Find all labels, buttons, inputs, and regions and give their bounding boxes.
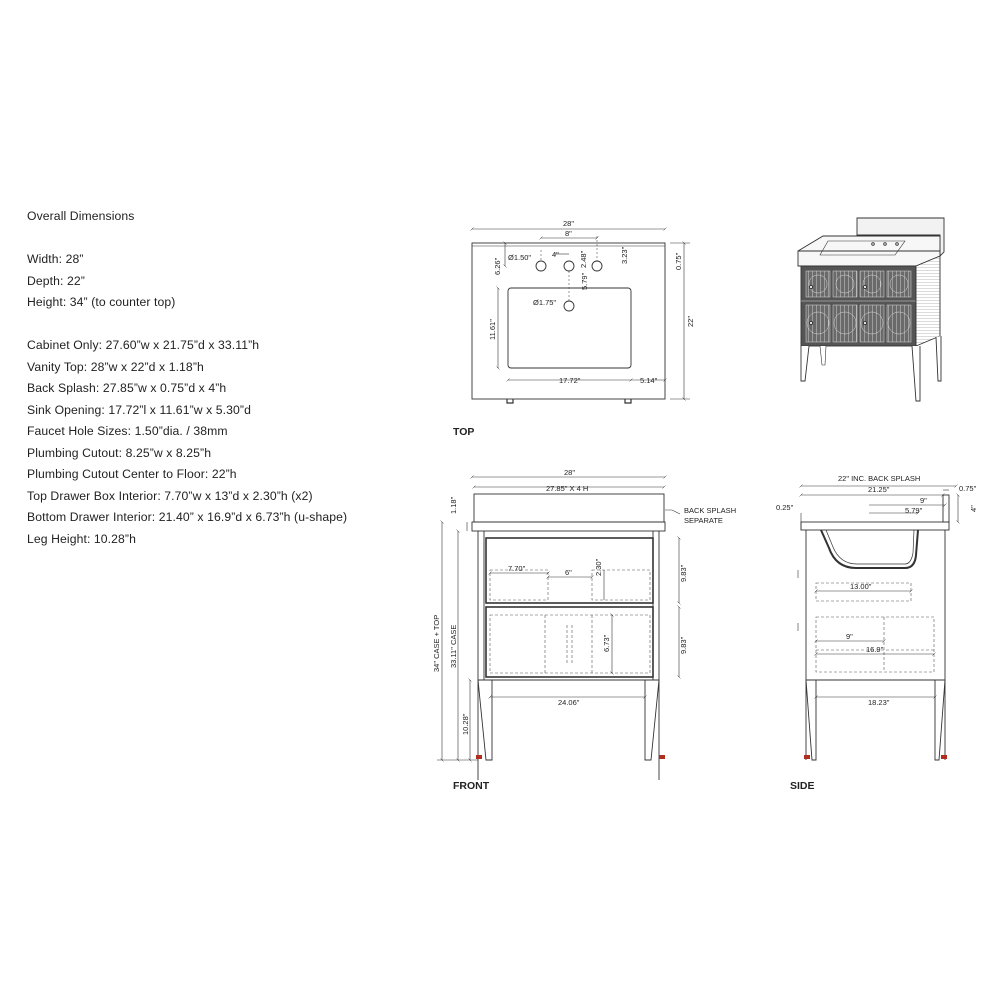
spec-top-drawer: Top Drawer Box Interior: 7.70”w x 13”d x 2.30”h (x2) bbox=[27, 488, 313, 503]
side-dim-sink-offset: 5.79" bbox=[905, 506, 923, 515]
top-dim-sink-right: 5.14" bbox=[640, 376, 658, 385]
side-dim-lower-depth: 16.9" bbox=[866, 645, 884, 654]
spec-plumbing-cutout: Plumbing Cutout: 8.25”w x 8.25”h bbox=[27, 445, 212, 460]
front-dim-interior-h: 6.73" bbox=[602, 634, 611, 652]
side-countertop bbox=[801, 522, 949, 530]
faucet-hole-right-icon bbox=[592, 261, 602, 271]
side-dim-depth: 21.25" bbox=[868, 485, 890, 494]
spec-title: Overall Dimensions bbox=[27, 209, 135, 223]
spec-plumbing-center: Plumbing Cutout Center to Floor: 22”h bbox=[27, 467, 237, 481]
side-dim-base-depth: 18.23" bbox=[868, 698, 890, 707]
spec-depth: Depth: 22” bbox=[27, 273, 85, 288]
side-view bbox=[798, 486, 958, 760]
perspective-countertop bbox=[798, 236, 940, 266]
top-dim-splash-depth: 0.75" bbox=[674, 252, 683, 270]
front-countertop bbox=[472, 522, 665, 531]
side-backsplash bbox=[943, 495, 949, 522]
spec-bottom-drawer: Bottom Drawer Interior: 21.40” x 16.9”d x 6.73”h (u-shape) bbox=[27, 510, 348, 524]
front-view-label: FRONT bbox=[453, 780, 490, 792]
front-dim-top-thickness: 1.18" bbox=[449, 496, 458, 514]
top-dim-center-gap: 4" bbox=[552, 250, 559, 259]
top-dim-sink-drop: 5.79" bbox=[580, 272, 589, 290]
spec-faucet-holes: Faucet Hole Sizes: 1.50”dia. / 38mm bbox=[27, 424, 228, 438]
spec-vanity-top: Vanity Top: 28”w x 22”d x 1.18”h bbox=[27, 359, 204, 374]
top-view-label: TOP bbox=[453, 426, 475, 438]
spec-leg-height: Leg Height: 10.28”h bbox=[27, 531, 136, 546]
side-sink-basin bbox=[821, 530, 918, 568]
front-bottom-drawer bbox=[486, 607, 653, 677]
side-dim-overhang: 0.25" bbox=[776, 503, 794, 512]
top-dim-spread: 8" bbox=[565, 229, 572, 238]
perspective-side-panel bbox=[916, 256, 940, 346]
perspective-view bbox=[798, 218, 944, 401]
front-dim-splash: 27.85" X 4 H bbox=[546, 484, 589, 493]
front-dim-drawer-w: 7.70" bbox=[508, 564, 526, 573]
side-dim-drain-setback: 9" bbox=[920, 496, 927, 505]
front-note-backsplash: BACK SPLASH bbox=[684, 506, 737, 515]
top-dim-sink-width: 11.61" bbox=[488, 319, 497, 340]
top-dim-left-offset: 6.26" bbox=[493, 257, 502, 275]
front-dim-gap: 6" bbox=[565, 568, 572, 577]
faucet-hole-center-icon bbox=[564, 261, 574, 271]
front-dim-leg-height: 10.28" bbox=[461, 713, 470, 735]
drain-hole-icon bbox=[564, 301, 574, 311]
spec-sink-opening: Sink Opening: 17.72”l x 11.61”w x 5.30”d bbox=[27, 402, 251, 417]
side-dim-splash-h: 4" bbox=[969, 505, 978, 512]
side-dim-total: 22" INC. BACK SPLASH bbox=[838, 474, 921, 483]
front-dim-inner-width: 24.06" bbox=[558, 698, 580, 707]
side-dim-lower-setback: 9" bbox=[846, 632, 853, 641]
top-dim-right-offset: 3.23" bbox=[620, 246, 629, 264]
spec-width: Width: 28” bbox=[27, 252, 84, 266]
top-sink-opening bbox=[508, 288, 631, 368]
top-dim-sink-length: 17.72" bbox=[559, 376, 581, 385]
front-backsplash bbox=[474, 494, 664, 522]
front-dim-drawer-h: 2.30" bbox=[594, 558, 603, 576]
front-view bbox=[437, 477, 680, 780]
front-note-separate: SEPARATE bbox=[684, 516, 723, 525]
top-dim-drain-dia: Ø1.75" bbox=[533, 298, 557, 307]
front-dim-bottom-drawer: 9.83" bbox=[679, 636, 688, 654]
top-view-labels bbox=[453, 219, 695, 438]
front-dim-case-height: 33.11" CASE bbox=[449, 624, 458, 668]
spec-height: Height: 34” (to counter top) bbox=[27, 295, 176, 309]
front-dim-top-drawer: 9.83" bbox=[679, 564, 688, 582]
top-dim-depth: 22" bbox=[686, 315, 695, 327]
top-dim-hole-offset: 2.48" bbox=[579, 250, 588, 268]
side-dim-splash-depth: 0.75" bbox=[959, 484, 977, 493]
spec-cabinet: Cabinet Only: 27.60”w x 21.75”d x 33.11”h bbox=[27, 338, 260, 352]
front-dim-width: 28" bbox=[564, 468, 576, 477]
side-view-label: SIDE bbox=[790, 780, 815, 792]
spec-back-splash: Back Splash: 27.85”w x 0.75”d x 4”h bbox=[27, 381, 227, 395]
faucet-hole-left-icon bbox=[536, 261, 546, 271]
top-dim-width: 28" bbox=[563, 219, 575, 228]
side-dim-drawer-depth: 13.00" bbox=[850, 582, 872, 591]
front-dim-total-height: 34" CASE + TOP bbox=[432, 614, 441, 672]
top-dim-hole-dia: Ø1.50" bbox=[508, 253, 532, 262]
